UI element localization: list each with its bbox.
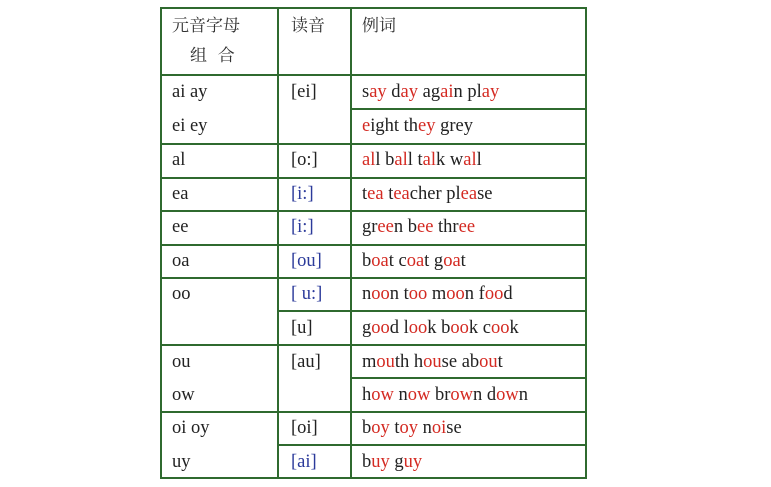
row-divider	[160, 143, 587, 145]
word-text: g	[362, 318, 372, 338]
header-letter-combination-line2: 组 合	[190, 46, 235, 66]
word-text: n d	[473, 385, 497, 405]
letter-combination: ou	[172, 352, 191, 372]
word-text: grey	[435, 116, 473, 136]
highlighted-letters: oy	[399, 418, 419, 438]
highlighted-letters: uy	[371, 452, 390, 472]
subrow-divider	[350, 377, 587, 379]
highlighted-letters: ai	[440, 82, 454, 102]
word-text: k w	[436, 150, 464, 170]
highlighted-letters: oo	[446, 284, 465, 304]
highlighted-letters: oa	[371, 251, 389, 271]
word-text: b	[362, 418, 372, 438]
word-text: t	[497, 352, 503, 372]
word-text: l t	[407, 150, 423, 170]
word-text: se	[477, 184, 493, 204]
word-text: t	[460, 251, 466, 271]
highlighted-letters: e	[362, 116, 371, 136]
word-text: n pl	[453, 82, 482, 102]
highlighted-letters: ow	[450, 385, 474, 405]
pronunciation-symbol: [ai]	[291, 452, 317, 472]
highlighted-letters: ow	[371, 385, 394, 405]
word-text: th h	[394, 352, 424, 372]
highlighted-letters: oy	[371, 418, 390, 438]
word-text: thr	[433, 217, 459, 237]
phonics-table	[160, 7, 587, 479]
word-text: gr	[362, 217, 378, 237]
highlighted-letters: oo	[490, 318, 510, 338]
word-text: n b	[393, 217, 417, 237]
pronunciation-symbol: [i:]	[291, 184, 314, 204]
highlighted-letters: oo	[484, 284, 504, 304]
row-divider	[160, 177, 587, 179]
highlighted-letters: ee	[458, 217, 476, 237]
letter-combination: ow	[172, 385, 195, 405]
word-text: t	[362, 184, 368, 204]
word-text: se	[446, 418, 462, 438]
word-text: n	[418, 418, 432, 438]
word-text: b	[362, 251, 372, 271]
word-text: h	[362, 385, 372, 405]
highlighted-letters: oi	[431, 418, 447, 438]
word-text: ight th	[370, 116, 419, 136]
pronunciation-symbol: [i:]	[291, 217, 314, 237]
word-text: k	[509, 318, 519, 338]
highlighted-letters: ow	[496, 385, 519, 405]
column-divider	[350, 7, 352, 479]
highlighted-letters: ee	[416, 217, 434, 237]
letter-combination: al	[172, 150, 186, 170]
highlighted-letters: ea	[367, 184, 384, 204]
table-border-top	[160, 7, 587, 9]
word-text: l b	[375, 150, 395, 170]
letter-combination: oi oy	[172, 418, 210, 438]
pronunciation-symbol: [u]	[291, 318, 313, 338]
pronunciation-symbol: [o:]	[291, 150, 318, 170]
highlighted-letters: oo	[371, 284, 390, 304]
example-words	[362, 183, 493, 205]
highlighted-letters: al	[422, 150, 436, 170]
letter-combination: oo	[172, 284, 191, 304]
row-divider	[160, 411, 587, 413]
highlighted-letters: oa	[443, 251, 461, 271]
word-text: k c	[468, 318, 491, 338]
subrow-divider	[277, 310, 587, 312]
letter-combination: uy	[172, 452, 191, 472]
word-text: cher pl	[409, 184, 461, 204]
column-divider	[277, 7, 279, 479]
word-text: n	[393, 385, 408, 405]
header-pronunciation: 读音	[291, 16, 325, 36]
word-text: k b	[427, 318, 451, 338]
word-text: b	[362, 452, 372, 472]
header-example-words: 例词	[362, 16, 396, 36]
word-text: s	[362, 82, 370, 102]
highlighted-letters: ay	[400, 82, 419, 102]
pronunciation-symbol: [au]	[291, 352, 321, 372]
word-text: t	[389, 418, 400, 438]
word-text: t c	[388, 251, 407, 271]
example-words	[362, 351, 503, 373]
highlighted-letters: al	[394, 150, 408, 170]
word-text: t	[383, 184, 394, 204]
word-text: n t	[389, 284, 409, 304]
example-words	[362, 283, 513, 305]
highlighted-letters: ou	[376, 352, 395, 372]
letter-combination: ai ay	[172, 82, 208, 102]
table-border-right	[585, 7, 587, 479]
word-text: d	[386, 82, 401, 102]
row-divider	[160, 210, 587, 212]
header-letter-combination-line1: 元音字母	[172, 16, 240, 36]
word-text: br	[430, 385, 451, 405]
highlighted-letters: oo	[371, 318, 390, 338]
example-words	[362, 216, 475, 238]
highlighted-letters: ea	[460, 184, 478, 204]
word-text: se ab	[441, 352, 480, 372]
word-text: ag	[418, 82, 441, 102]
highlighted-letters: oo	[408, 318, 428, 338]
highlighted-letters: al	[362, 150, 376, 170]
example-words	[362, 149, 482, 171]
highlighted-letters: ou	[423, 352, 442, 372]
example-words	[362, 384, 528, 406]
word-text: l	[476, 150, 482, 170]
highlighted-letters: oo	[450, 318, 469, 338]
highlighted-letters: ea	[393, 184, 410, 204]
word-text: t g	[424, 251, 444, 271]
word-text: m	[362, 352, 377, 372]
letter-combination: ei ey	[172, 116, 208, 136]
word-text: n	[362, 284, 372, 304]
highlighted-letters: ay	[369, 82, 387, 102]
subrow-divider	[277, 444, 587, 446]
subrow-divider	[350, 108, 587, 110]
highlighted-letters: oo	[408, 284, 428, 304]
row-divider	[160, 344, 587, 346]
word-text: n f	[464, 284, 485, 304]
row-divider	[160, 74, 587, 76]
highlighted-letters: ey	[418, 116, 436, 136]
example-words	[362, 451, 422, 473]
example-words	[362, 417, 462, 439]
highlighted-letters: ee	[377, 217, 394, 237]
table-border-bottom	[160, 477, 587, 479]
letter-combination: ea	[172, 184, 189, 204]
highlighted-letters: oa	[406, 251, 425, 271]
pronunciation-symbol: [ou]	[291, 251, 322, 271]
letter-combination: ee	[172, 217, 189, 237]
pronunciation-symbol: [ei]	[291, 82, 317, 102]
row-divider	[160, 277, 587, 279]
word-text: m	[427, 284, 447, 304]
pronunciation-symbol: [oi]	[291, 418, 318, 438]
highlighted-letters: ow	[407, 385, 431, 405]
word-text: g	[389, 452, 404, 472]
example-words	[362, 250, 466, 272]
word-text: d l	[389, 318, 409, 338]
highlighted-letters: uy	[403, 452, 423, 472]
example-words	[362, 317, 519, 339]
example-words	[362, 115, 473, 137]
highlighted-letters: ou	[479, 352, 498, 372]
row-divider	[160, 244, 587, 246]
table-border-left	[160, 7, 162, 479]
highlighted-letters: ay	[481, 82, 500, 102]
pronunciation-symbol: [ u:]	[291, 284, 323, 304]
letter-combination: oa	[172, 251, 190, 271]
word-text: n	[518, 385, 529, 405]
highlighted-letters: al	[463, 150, 477, 170]
word-text: d	[503, 284, 513, 304]
example-words	[362, 81, 499, 103]
